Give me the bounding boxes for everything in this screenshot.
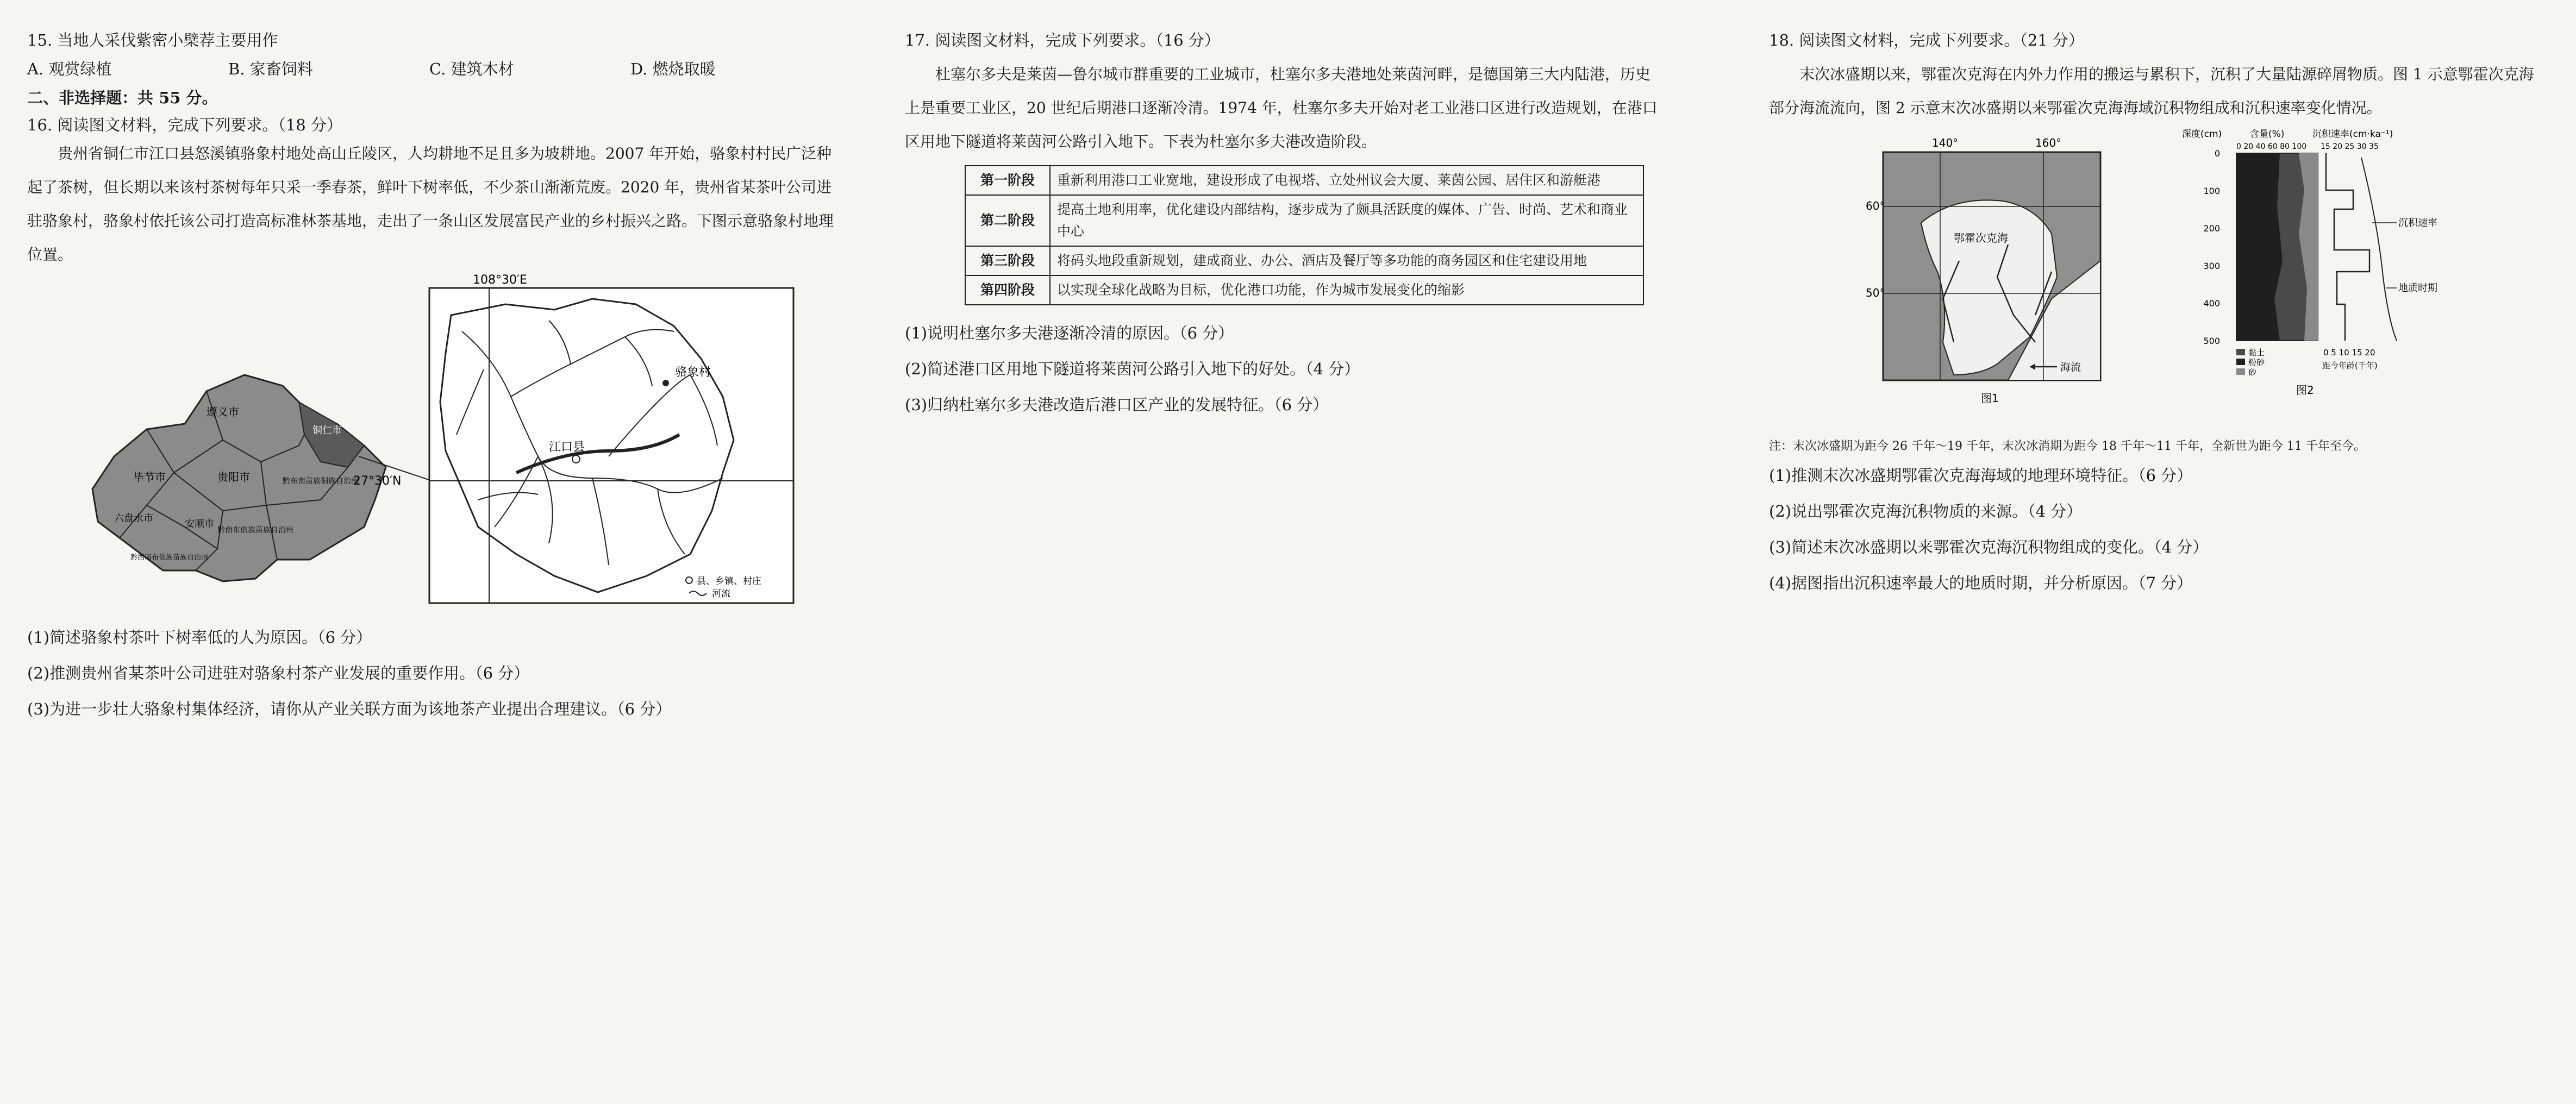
q15-stem: 15. 当地人采伐紫密小檗荐主要用作	[27, 31, 278, 49]
fig2-content-label: 含量(%)	[2250, 129, 2285, 140]
fig1-lat-50: 50°	[1866, 286, 1885, 299]
jiangkou-county-map	[353, 272, 799, 609]
stage-description: 提高土地利用率，优化建设内部结构，逐步成为了颇具活跃度的媒体、广告、时尚、艺术和商业中心	[1050, 195, 1643, 246]
fig2-rate-series-label: 沉积速率	[2398, 217, 2437, 229]
label-guiyang: 贵阳市	[217, 471, 250, 484]
fig2-rate-label: 沉积速率(cm·ka⁻¹)	[2312, 129, 2393, 140]
q17-stage-table	[965, 165, 1644, 305]
q16-map-figure	[27, 272, 864, 619]
q17-sub-3: (3)归纳杜塞尔多夫港改造后港口区产业的发展特征。（6 分）	[905, 396, 1329, 414]
fig2-depth-label: 深度(cm)	[2182, 129, 2222, 140]
q18-figures	[1769, 125, 2552, 429]
fig2-rate-line	[2326, 153, 2369, 341]
q18-sub-1: (1)推测末次冰盛期鄂霍次克海海域的地理环境特征。（6 分）	[1769, 466, 2193, 485]
legend-clay-label: 黏土	[2248, 348, 2265, 357]
stage-description: 重新利用港口工业宽地，建设形成了电视塔、立处州议会大厦、莱茵公园、居住区和游艇港	[1050, 166, 1643, 195]
q15-options	[27, 52, 864, 86]
fig2-caption: 图2	[2296, 384, 2314, 397]
q18-sub-4: (4)据图指出沉积速率最大的地质时期，并分析原因。（7 分）	[1769, 574, 2193, 592]
section-heading: 二、非选择题：共 55 分。	[27, 89, 218, 107]
label-liupanshui: 六盘水市	[114, 513, 153, 524]
legend-silt-label: 粉砂	[2248, 357, 2265, 367]
q15-option-d[interactable]: D. 燃烧取暖	[630, 60, 716, 78]
q18-note: 注：末次冰盛期为距今 26 千年～19 千年，末次冰消期为距今 18 千年～11 千年，全新世为距今 11 千年至今。	[1769, 440, 2366, 453]
q15-option-c[interactable]: C. 建筑木材	[429, 60, 514, 78]
depth-tick: 400	[2203, 298, 2220, 309]
village-marker	[662, 380, 669, 386]
fig1-lon-160: 160°	[2035, 136, 2062, 149]
fig2-age-line	[2361, 158, 2397, 341]
q15-option-b[interactable]: B. 家畜饲料	[228, 60, 313, 78]
q18-sub-3: (3)简述末次冰盛期以来鄂霍次克海沉积物组成的变化。（4 分）	[1769, 538, 2209, 556]
q18-stem: 18. 阅读图文材料，完成下列要求。（21 分）	[1769, 31, 2084, 49]
column-middle	[905, 28, 1666, 423]
q16-sub-1: (1)简述骆象村茶叶下树率低的人为原因。（6 分）	[27, 628, 372, 647]
q17-sub-2: (2)简述港口区用地下隧道将莱茵河公路引入地下的好处。（4 分）	[905, 360, 1360, 378]
label-anshun: 安顺市	[185, 518, 214, 530]
q16-sub-3: (3)为进一步壮大骆象村集体经济，请你从产业关联方面为该地茶产业提出合理建议。（6 分）	[27, 700, 672, 718]
stage-description: 以实现全球化战略为目标，优化港口功能，作为城市发展变化的缩影	[1050, 275, 1643, 305]
guizhou-province-map	[82, 364, 462, 592]
figure-2-sediment-chart	[2182, 125, 2486, 407]
fig2-age-ticks: 0 5 10 15 20	[2323, 348, 2375, 357]
table-row	[965, 195, 1643, 246]
q16-stem: 16. 阅读图文材料，完成下列要求。（18 分）	[27, 116, 342, 134]
q18-sub-2: (2)说出鄂霍次克海沉积物质的来源。（4 分）	[1769, 502, 2083, 520]
legend-sand-label: 砂	[2248, 367, 2257, 377]
q18-material: 末次冰盛期以来，鄂霍次克海在内外力作用的搬运与累积下，沉积了大量陆源碎屑物质。图 1 示意鄂霍次克海部分海流流向，图 2 示意末次冰盛期以来鄂霍次克海海域沉积物组成和沉积速率变化情况。	[1769, 65, 2534, 117]
map-frame	[429, 288, 793, 603]
depth-tick: 500	[2203, 336, 2220, 346]
fig1-lat-60: 60°	[1866, 199, 1885, 212]
q16-material: 贵州省铜仁市江口县怒溪镇骆象村地处高山丘陵区，人均耕地不足且多为坡耕地。2007 年开始，骆象村村民广泛种起了茶树，但长期以来该村茶树每年只采一季春茶，鲜叶下树率低，不少茶山渐渐荒废。2020 年，贵州省某茶叶公司进驻骆象村，骆象村依托该公司打造高标准林茶基地，走出了一条山区发展富民产业的乡村振兴之路。下图示意骆象村地理位置。	[27, 145, 834, 264]
legend-point-label: 县、乡镇、村庄	[697, 576, 761, 587]
table-row	[965, 275, 1643, 305]
depth-tick: 300	[2203, 261, 2220, 271]
stage-name: 第四阶段	[965, 275, 1050, 305]
figure-1-okhotsk-map	[1866, 136, 2111, 418]
q17-stem: 17. 阅读图文材料，完成下列要求。（16 分）	[905, 31, 1220, 49]
label-qiannan: 黔南布依族苗族自治州	[217, 526, 293, 535]
fig2-silt-band	[2236, 153, 2283, 341]
table-row	[965, 246, 1643, 275]
fig2-content-ticks: 0 20 40 60 80 100	[2236, 142, 2307, 151]
stage-name: 第三阶段	[965, 246, 1050, 275]
fig1-caption: 图1	[1981, 392, 1999, 405]
label-qiandongnan: 黔东南苗族侗族自治州	[283, 477, 359, 486]
q17-sub-1: (1)说明杜塞尔多夫港逐渐冷清的原因。（6 分）	[905, 324, 1234, 342]
column-left	[27, 28, 864, 727]
longitude-label: 108°30′E	[473, 273, 527, 287]
legend-silt-swatch	[2236, 359, 2245, 365]
fig2-depth-axis	[2203, 148, 2220, 346]
q17-material: 杜塞尔多夫是莱茵—鲁尔城市群重要的工业城市，杜塞尔多夫港地处莱茵河畔，是德国第三大内陆港，历史上是重要工业区，20 世纪后期港口逐渐冷清。1974 年，杜塞尔多夫开始对老工业港口区进行改造规划，在港口区用地下隧道将莱茵河公路引入地下。下表为杜塞尔多夫港改造阶段。	[905, 65, 1658, 150]
county-label: 江口县	[549, 441, 585, 454]
depth-tick: 100	[2203, 186, 2220, 196]
q16-sub-2: (2)推测贵州省某茶叶公司进驻对骆象村茶产业发展的重要作用。（6 分）	[27, 664, 530, 682]
legend-clay-swatch	[2236, 349, 2245, 355]
legend-sand-swatch	[2236, 368, 2245, 375]
fig2-period-series-label: 地质时期	[2398, 283, 2437, 294]
depth-tick: 200	[2203, 223, 2220, 234]
fig1-sea-label: 鄂霍次克海	[1954, 231, 2008, 244]
label-qianxinan: 黔西南布依族苗族自治州	[130, 554, 209, 562]
label-zunyi: 遵义市	[207, 405, 239, 418]
latitude-label: 27°30′N	[353, 474, 402, 488]
village-label: 骆象村	[675, 366, 711, 379]
q15-option-a[interactable]: A. 观赏绿植	[27, 60, 112, 78]
stage-name: 第一阶段	[965, 166, 1050, 195]
stage-description: 将码头地段重新规划，建成商业、办公、酒店及餐厅等多功能的商务园区和住宅建设用地	[1050, 246, 1643, 275]
fig1-lon-140: 140°	[1932, 136, 1959, 149]
fig2-rate-ticks: 15 20 25 30 35	[2321, 142, 2379, 151]
table-row	[965, 166, 1643, 195]
label-tongren: 铜仁市	[312, 425, 342, 436]
label-bijie: 毕节市	[133, 471, 166, 484]
stage-name: 第二阶段	[965, 195, 1050, 246]
fig2-age-label: 距今年龄(千年)	[2322, 361, 2378, 371]
depth-tick: 0	[2214, 148, 2220, 159]
fig1-legend-label: 海流	[2060, 361, 2081, 373]
legend-river-label: 河流	[712, 588, 730, 599]
column-right	[1769, 28, 2552, 601]
